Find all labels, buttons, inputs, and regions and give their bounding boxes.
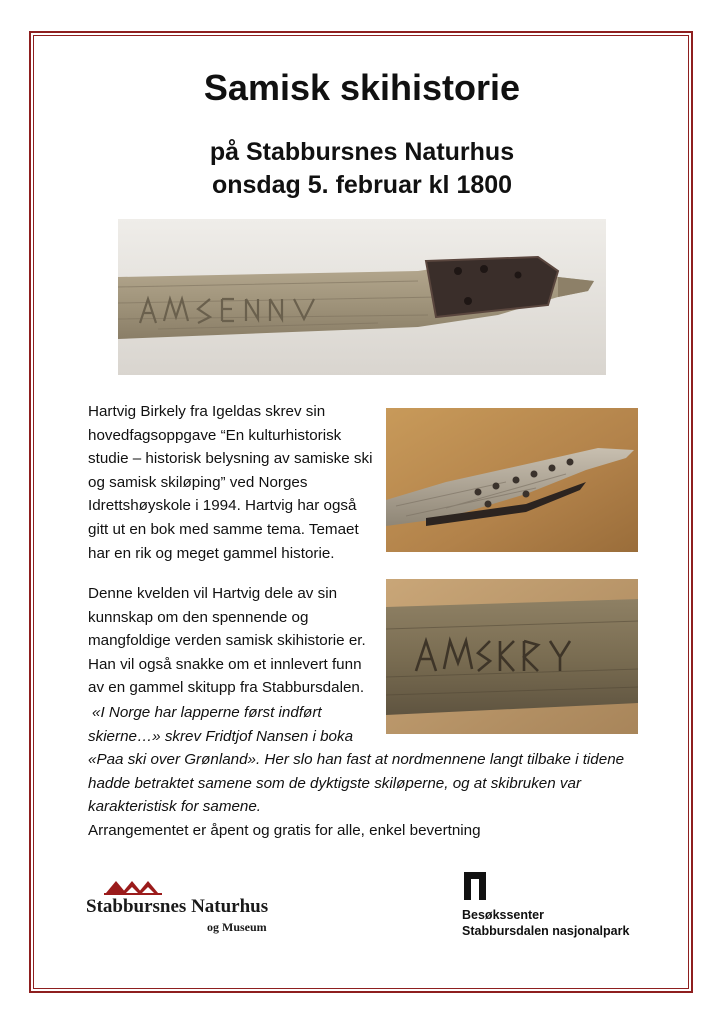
venue-subtitle: på Stabbursnes Naturhus bbox=[209, 138, 515, 166]
besokssenter-line2: Stabbursdalen nasjonalpark bbox=[462, 924, 630, 938]
besokssenter-logo bbox=[462, 872, 652, 942]
naturhus-logo-name: Stabbursnes Naturhus bbox=[86, 896, 269, 917]
quote-line: «I Norge har lapperne først indført bbox=[92, 704, 322, 721]
intro-paragraph: Hartvig Birkely fra Igeldas skrev sin hovedfagsoppgave “En kulturhistorisk studie – historisk belysning av samiske ski og samisk skiløping” ved Norges Idrettshøyskole i 1994. Hartvig har også gitt ut en bok med samme tema. Temaet har en rik og meget gammel historie. bbox=[88, 403, 373, 562]
naturhus-logo-sub: og Museum bbox=[207, 920, 267, 934]
quote-line: «Paa ski over Grønland». Her slo han fast at nordmennene langt tilbake i tidene bbox=[88, 751, 625, 769]
date-subtitle: onsdag 5. februar kl 1800 bbox=[211, 171, 513, 199]
closing-note: Arrangementet er åpent og gratis for alle, enkel bevertning bbox=[88, 822, 481, 839]
roofs-logo-icon bbox=[104, 877, 174, 895]
ski-tip-photo bbox=[386, 408, 638, 552]
quote-line: skierne…» skrev Fridtjof Nansen i boka bbox=[88, 727, 354, 745]
quote-line: karakteristisk for samene. bbox=[88, 798, 262, 816]
naturhus-logo bbox=[86, 877, 286, 937]
ski-photo-main bbox=[118, 219, 606, 375]
details-paragraph: Denne kvelden vil Hartvig dele av sin kunnskap om den spennende og mangfoldige verden samisk skihistorie er. Han vil også snakke om et innlevert funn av en gammel skitupp fra Stabbursdalen. bbox=[88, 585, 366, 697]
nansen-quote bbox=[88, 701, 648, 819]
quote-line: hadde betraktet samene som de dyktigste skiløperne, og at skibruken var bbox=[88, 774, 582, 792]
besokssenter-line1: Besøkssenter bbox=[462, 908, 544, 922]
poster-title: Samisk skihistorie bbox=[203, 67, 521, 108]
nasjonalpark-mark-icon bbox=[462, 872, 488, 902]
